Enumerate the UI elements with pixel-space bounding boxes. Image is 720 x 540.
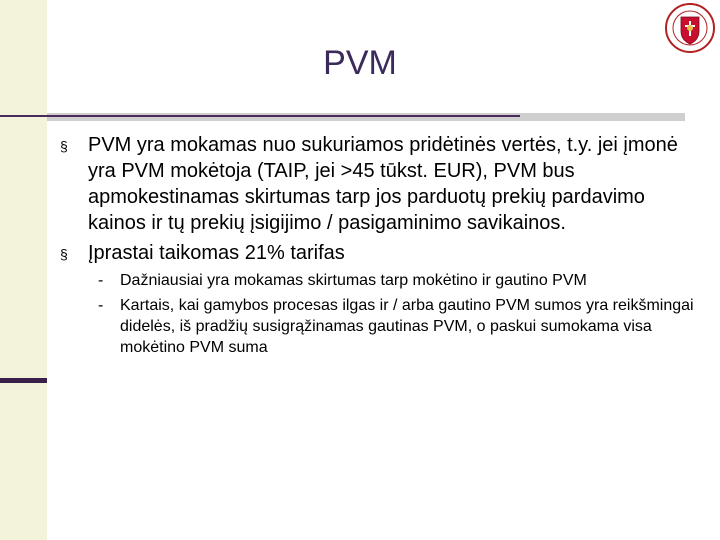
sub-bullet-text: Kartais, kai gamybos procesas ilgas ir / arba gautino PVM sumos yra reikšmingai didelės, iš pradžių susigrąžinamas gautinas PVM, o paskui sumokama visa mokėtino PVM suma xyxy=(120,297,694,356)
sub-bullet-item xyxy=(60,295,700,358)
title-divider-dark xyxy=(0,115,520,117)
bullet-marker: § xyxy=(60,246,68,262)
sub-bullet-marker: - xyxy=(98,297,104,314)
bullet-item xyxy=(60,240,700,266)
slide-title: PVM xyxy=(323,44,397,82)
sub-bullet-item xyxy=(60,270,700,291)
bullet-text: Įprastai taikomas 21% tarifas xyxy=(88,242,345,264)
slide-body xyxy=(60,132,700,358)
left-accent-bar xyxy=(0,378,47,383)
bullet-text: PVM yra mokamas nuo sukuriamos pridėtinės vertės, t.y. jei įmonė yra PVM mokėtoja (TAIP, jei >45 tūkst. EUR), PVM bus apmokestinamas skirtumas tarp jos parduotų prekių pardavimo kainos ir tų prekių įsigijimo / pasigaminimo savikainos. xyxy=(88,134,678,234)
bullet-marker: § xyxy=(60,138,68,154)
sub-bullet-text: Dažniausiai yra mokamas skirtumas tarp mokėtino ir gautino PVM xyxy=(120,272,587,289)
bullet-item xyxy=(60,132,700,236)
sub-bullet-marker: - xyxy=(98,272,104,289)
